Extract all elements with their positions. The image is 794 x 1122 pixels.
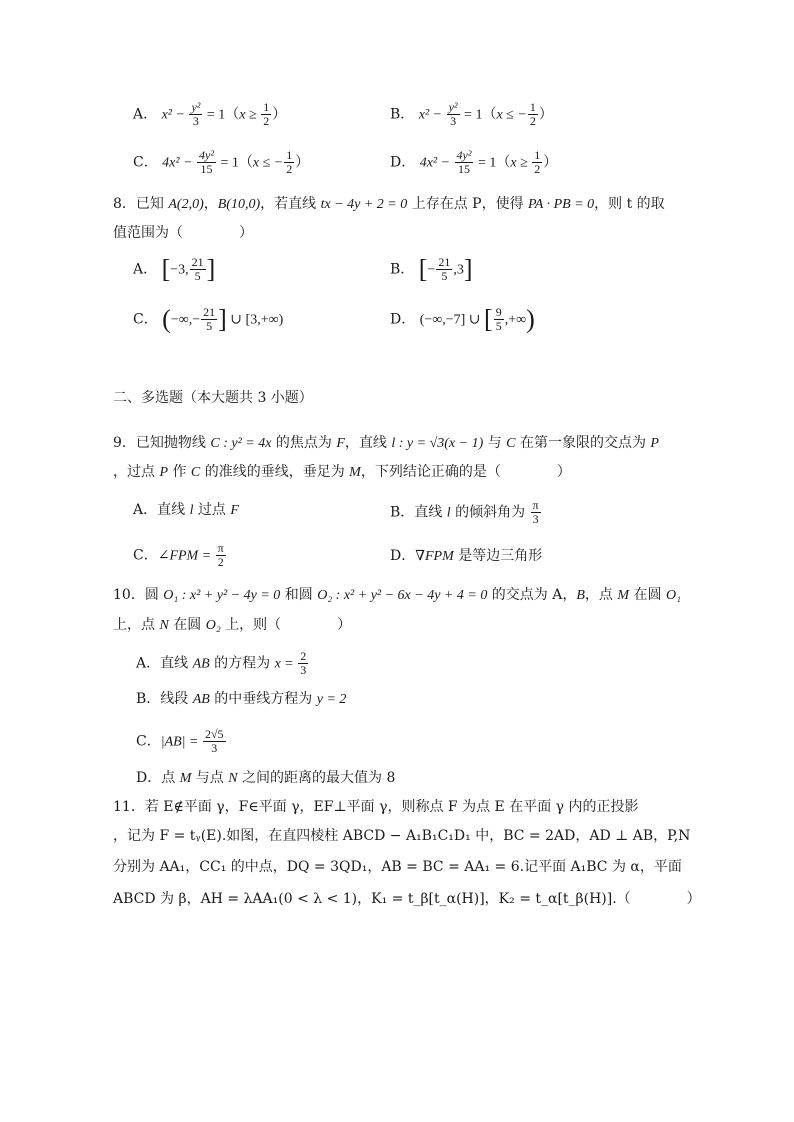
frac-den: 2 — [529, 114, 536, 128]
math-expr: B(10,0) — [217, 197, 261, 212]
option-label: B．线段 — [136, 691, 193, 707]
math-expr: = 1（ — [474, 155, 511, 171]
q10-stem-line2 — [113, 614, 351, 637]
math-expr: −3, — [170, 262, 189, 278]
text: 上存在点 P，使得 — [407, 196, 529, 212]
math-expr: y = 2 — [316, 692, 347, 707]
q8-stem-line2: 值范围为（ ） — [113, 225, 253, 241]
text: ，直线 — [344, 435, 392, 451]
text: 的方程为 — [209, 655, 275, 672]
text: 过点 — [193, 502, 231, 518]
frac-num: 4y² — [199, 148, 214, 162]
text: ，点 — [584, 587, 618, 603]
fraction — [531, 499, 541, 526]
math-expr: ∇FPM — [415, 549, 454, 564]
math-expr: P — [159, 465, 169, 480]
q7-option-a — [133, 101, 286, 128]
math-expr: PA · PB = 0 — [528, 197, 595, 212]
option-label: A．直线 — [136, 655, 193, 672]
text: 与点 — [191, 770, 229, 786]
q11-stem-line4: ABCD 为 β，AH = λAA₁(0 < λ < 1)，K₁ = t_β[t_α(H)]，K₂ = t_α[t_β(H)].（ ） — [113, 891, 701, 907]
q10-option-d — [136, 767, 395, 790]
fraction — [298, 650, 308, 677]
option-label: D． — [390, 154, 416, 171]
frac-den: 2 — [217, 555, 224, 569]
math-expr: x ≥ — [239, 107, 261, 123]
math-expr: M — [179, 771, 192, 786]
q7-option-c — [133, 149, 309, 176]
math-expr: x² − — [161, 107, 189, 123]
math-expr: N — [159, 618, 169, 633]
fraction — [447, 101, 460, 128]
math-expr: l : y = √3(x − 1) — [391, 436, 484, 451]
bracket: ) — [526, 304, 535, 334]
math-expr: = 1（ — [216, 155, 253, 171]
math-expr: −∞,− — [170, 312, 201, 328]
q8-option-d — [390, 306, 535, 333]
math-expr: x² − — [418, 107, 446, 123]
fraction — [189, 101, 202, 128]
math-expr: x ≤ − — [252, 155, 284, 171]
fraction — [436, 256, 452, 283]
frac-den: 3 — [192, 114, 199, 128]
text: 的中垂线方程为 — [209, 691, 317, 707]
math-expr: C : y² = 4x — [210, 436, 272, 451]
frac-den: 2 — [286, 162, 293, 176]
frac-num: 21 — [438, 255, 451, 269]
math-expr: O₁ — [665, 588, 681, 603]
q9-option-a — [133, 499, 239, 522]
text: 的交点为 A， — [487, 587, 577, 603]
text: 在第一象限的交点为 — [515, 435, 651, 451]
bracket: [ — [161, 254, 171, 284]
option-label: B． — [390, 261, 415, 278]
math-expr: x = — [274, 656, 298, 672]
math-expr: B — [576, 588, 585, 603]
frac-num: 9 — [495, 305, 502, 319]
frac-num: π — [217, 541, 224, 555]
option-label: C． — [136, 733, 161, 750]
math-expr: = 1（ — [460, 107, 497, 123]
frac-num: 21 — [203, 305, 216, 319]
frac-num: 1 — [529, 100, 536, 114]
option-label: A． — [133, 261, 158, 278]
bracket: ] — [218, 304, 227, 334]
fraction — [190, 256, 206, 283]
option-label: C． — [133, 154, 158, 171]
frac-num: 1 — [263, 100, 270, 114]
frac-den: 2 — [263, 114, 270, 128]
section-heading: 二、多选题（本大题共 3 小题） — [113, 390, 313, 406]
text: 9．已知抛物线 — [113, 435, 211, 451]
option-label: B． — [390, 106, 415, 123]
fraction — [528, 101, 538, 128]
frac-den: 15 — [458, 162, 471, 176]
math-expr: AB — [192, 656, 210, 672]
q8-option-a — [133, 256, 215, 283]
math-expr: P — [650, 436, 659, 451]
q10-option-a — [136, 650, 309, 677]
text: 作 — [168, 464, 191, 480]
q10-option-c — [136, 728, 227, 755]
paren: ） — [538, 106, 553, 123]
frac-den: 3 — [450, 114, 457, 128]
math-expr: ∪ [3,+∞) — [226, 312, 284, 328]
paren: ） — [543, 154, 558, 171]
math-expr: C — [506, 436, 516, 451]
math-expr: ,3 — [453, 262, 464, 278]
math-expr: = 1（ — [203, 107, 240, 123]
math-expr: ∠FPM = — [157, 548, 215, 564]
text: 在圆 — [629, 587, 666, 603]
frac-den: 3 — [211, 741, 218, 755]
fraction — [261, 101, 271, 128]
math-expr: C — [190, 465, 201, 480]
text: ，下列结论正确的是（ ） — [360, 464, 571, 480]
frac-den: 5 — [206, 319, 213, 333]
math-expr: O₁ : x² + y² − 4y = 0 — [163, 588, 281, 603]
frac-den: 5 — [441, 269, 448, 283]
math-expr: M — [617, 588, 630, 603]
option-label: D． — [390, 311, 416, 328]
math-expr: N — [228, 771, 238, 786]
frac-num: y² — [191, 100, 201, 114]
math-expr: F — [230, 503, 239, 518]
option-label: C． — [133, 547, 158, 564]
math-expr: O₂ : x² + y² − 6x − 4y + 4 = 0 — [317, 588, 488, 603]
math-expr: − — [427, 262, 436, 278]
text: 的焦点为 — [271, 435, 337, 451]
math-expr: l — [446, 505, 451, 521]
option-label: B．直线 — [390, 504, 447, 521]
frac-den: 5 — [495, 319, 502, 333]
frac-num: 1 — [534, 148, 541, 162]
q7-option-d — [390, 149, 557, 176]
math-expr: x ≥ — [510, 155, 532, 171]
text: 8．已知 — [113, 196, 169, 212]
math-expr: A(2,0) — [168, 197, 204, 212]
q10-stem-line1 — [113, 584, 681, 607]
frac-num: π — [532, 498, 539, 512]
text: ， — [203, 196, 218, 212]
text: 的倾斜角为 — [450, 504, 530, 521]
option-label: A．直线 — [133, 502, 190, 518]
math-expr: O₂ — [205, 618, 221, 633]
text: 和圆 — [280, 587, 318, 603]
q9-stem-line1 — [113, 432, 659, 455]
fraction — [532, 149, 542, 176]
text: 是等边三角形 — [453, 548, 543, 564]
math-expr: (−∞,−7] ∪ — [419, 312, 485, 328]
math-expr: M — [349, 465, 361, 480]
q9-option-b — [390, 499, 542, 526]
option-label: D． — [390, 548, 416, 564]
frac-num: 4y² — [456, 148, 472, 162]
frac-den: 15 — [200, 162, 213, 176]
text: 10．圆 — [113, 587, 164, 603]
text: ，若直线 — [260, 196, 321, 212]
frac-den: 5 — [194, 269, 201, 283]
text: 在圆 — [168, 617, 206, 633]
frac-den: 3 — [532, 512, 539, 526]
q11-stem-line3: 分别为 AA₁，CC₁ 的中点，DQ = 3QD₁，AB = BC = AA₁ = 6.记平面 A₁BC 为 α，平面 — [113, 859, 682, 875]
math-expr: x ≤ − — [496, 107, 527, 123]
q8-option-b — [390, 256, 473, 283]
frac-den: 2 — [534, 162, 541, 176]
option-label: C． — [133, 311, 158, 328]
text: 上，则（ ） — [220, 617, 352, 633]
frac-num: 2 — [300, 649, 307, 663]
text: ，则 t 的取 — [594, 196, 665, 212]
q9-stem-line2 — [113, 461, 571, 484]
frac-den: 3 — [300, 663, 307, 677]
text: ，过点 — [113, 464, 160, 480]
q11-stem-line1: 11．若 E∉平面 γ，F∈平面 γ，EF⊥平面 γ，则称点 F 为点 E 在平面 γ 内的正投影 — [113, 799, 639, 815]
q8-stem-line1 — [113, 193, 665, 216]
q9-option-c — [133, 542, 227, 569]
math-expr: AB — [192, 692, 210, 707]
q8-option-c — [133, 306, 283, 333]
bracket: ] — [463, 254, 473, 284]
paren: ） — [272, 106, 287, 123]
text: 上，点 — [113, 617, 160, 633]
frac-num: 2√5 — [204, 727, 224, 741]
fraction — [197, 149, 216, 176]
frac-num: 1 — [286, 148, 293, 162]
math-expr: 4x² − — [419, 155, 454, 171]
q9-option-d — [390, 545, 542, 568]
math-expr: 4x² − — [162, 155, 197, 171]
q10-option-b — [136, 688, 346, 711]
option-label: D．点 — [136, 770, 180, 786]
fraction — [201, 306, 217, 333]
frac-num: y² — [448, 100, 458, 114]
fraction — [455, 149, 474, 176]
frac-num: 21 — [191, 255, 204, 269]
text: 与 — [483, 435, 507, 451]
fraction — [216, 542, 226, 569]
bracket: ] — [206, 254, 216, 284]
math-expr: |AB| = — [160, 734, 202, 750]
fraction — [284, 149, 294, 176]
q7-option-b — [390, 101, 553, 128]
fraction — [494, 306, 504, 333]
math-expr: tx − 4y + 2 = 0 — [320, 197, 408, 212]
math-expr: l — [189, 503, 194, 518]
fraction — [203, 728, 226, 755]
bracket: ( — [162, 304, 171, 334]
math-expr: F — [336, 436, 345, 451]
math-expr: ,+∞ — [504, 312, 527, 328]
text: 之间的距离的最大值为 8 — [237, 770, 396, 786]
option-label: A． — [133, 106, 158, 123]
bracket: [ — [484, 304, 493, 334]
bracket: [ — [418, 254, 428, 284]
text: 的准线的垂线，垂足为 — [200, 464, 350, 480]
paren: ） — [295, 154, 310, 171]
q11-stem-line2: ，记为 F = tᵧ(E).如图，在直四棱柱 ABCD − A₁B₁C₁D₁ 中，BC = 2AD，AD ⊥ AB，P,N — [113, 828, 691, 844]
